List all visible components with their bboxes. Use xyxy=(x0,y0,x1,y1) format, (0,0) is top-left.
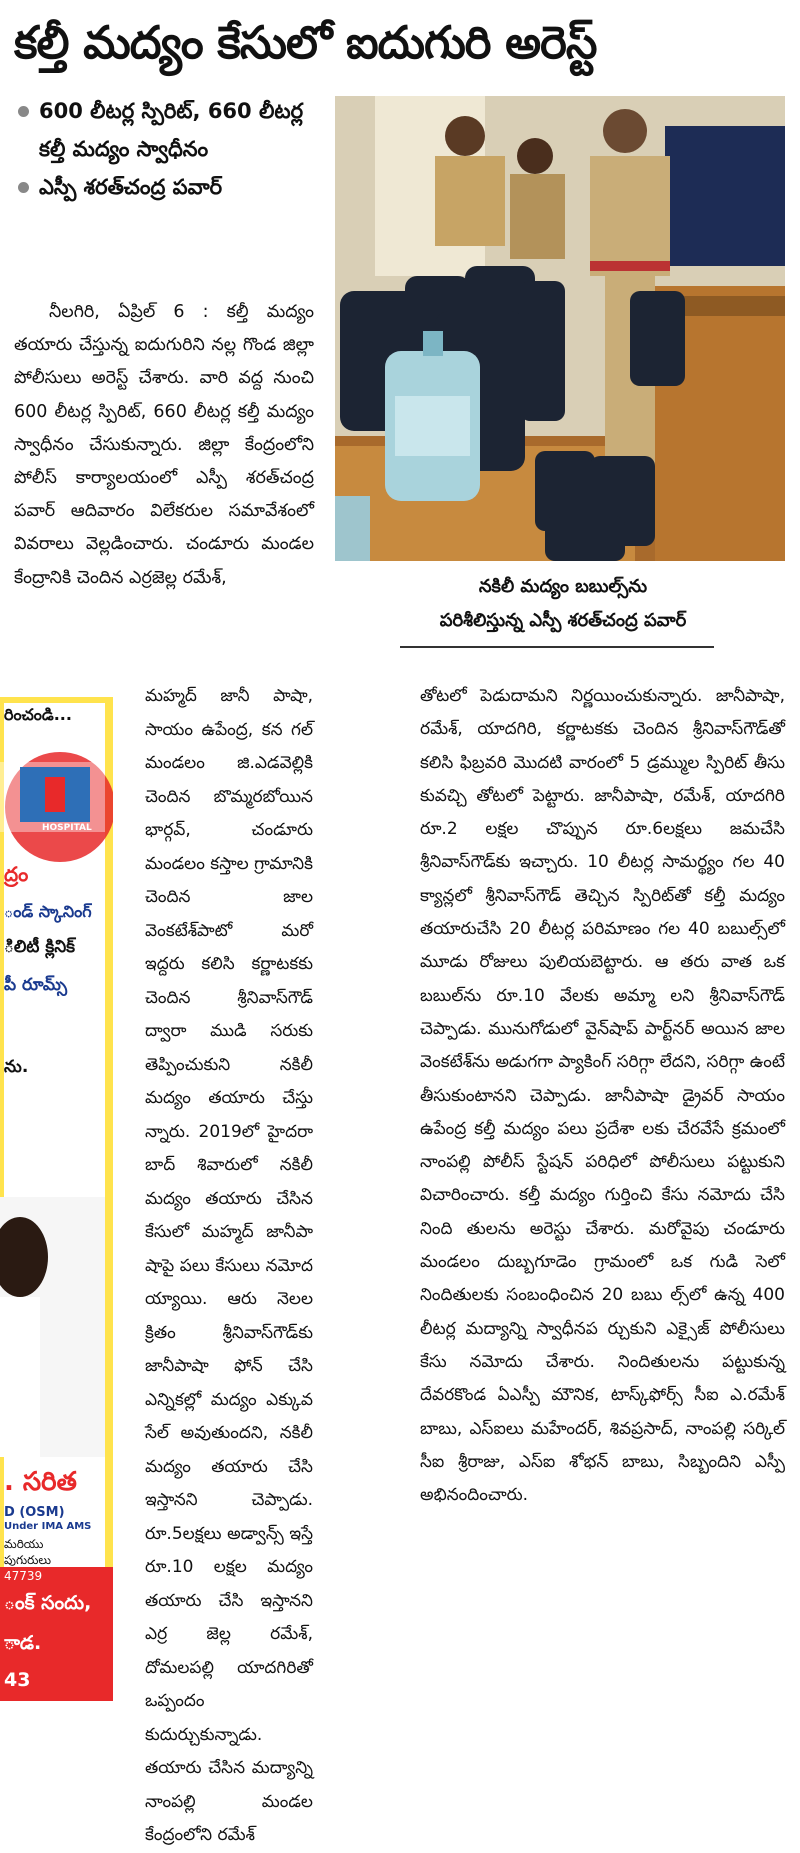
highlights xyxy=(14,92,334,206)
ad-line: ండ్ స్కానింగ్ xyxy=(4,902,92,921)
ad-footer: 43 xyxy=(4,1669,31,1691)
bullet-dot-icon xyxy=(18,182,29,193)
highlight-text: ఎస్పీ శరత్‌చంద్ర పవార్ xyxy=(39,175,223,199)
ad-headline: రించండి... xyxy=(4,705,72,724)
caption-divider xyxy=(400,646,714,648)
article-intro xyxy=(14,296,314,595)
article-paragraph: మహ్మద్ జానీ పాషా, సాయం ఉపేంద్ర, కన గల్ మండలం జి.ఎడవెల్లికి చెందిన బొమ్మరబోయిన భార్గవ్, చండూరు మండలం కస్తాల గ్రామానికి చెందిన జాల వెంకటేశ్‌పాటో మరో ఇద్దరు కలిసి కర్ణాటకకు చెందిన శ్రీనివాస్‌గౌడ్ ద్వారా ముడి సరుకు తెప్పించుకుని నకిలీ మద్యం తయారు చేస్తు న్నారు. 2019లో హైదరా బాద్ శివారులో నకిలీ మద్యం తయారు చేసిన కేసులో మహ్మద్ జానీపా షాపై పలు కేసులు నమోద య్యాయి. ఆరు నెలల క్రితం శ్రీనివాస్‌గౌడ్‌కు జానీపాషా ఫోన్ చేసి ఎన్నికల్లో మద్యం ఎక్కువ సేల్ అవుతుందని, నకిలీ మద్యం తయారు చేసి ఇస్తానని చెప్పాడు. రూ.5లక్షలు అడ్వాన్స్ ఇస్తే రూ.10 లక్షల మద్యం తయారు చేసి ఇస్తానని ఎర్ర జెల్ల రమేశ్, దోమలపల్లి యాదగిరితో ఒప్పందం కుదుర్చుకున్నాడు. తయారు చేసిన మద్యాన్ని నాంపల్లి మండల కేంద్రంలోని రమేశ్ xyxy=(145,686,313,1845)
ad-address: మరియు xyxy=(4,1537,44,1551)
article-paragraph: తోటలో పెడుదామని నిర్ణయించుకున్నారు. జానీపాషా, రమేశ్, యాదగిరి, కర్ణాటకకు చెందిన శ్రీనివాస్‌గౌడ్‌తో కలిసి ఫిబ్రవరి మొదటి వారంలో 5 డ్రమ్ముల స్పిరిట్ తీసు కువచ్చి తోటలో పెట్టారు. జానీపాషా, రమేశ్, యాదగిరి రూ.2 లక్షల చొప్పున రూ.6లక్షలు జమచేసి శ్రీనివాస్‌గౌడ్‌కు ఇచ్చారు. 10 లీటర్ల సామర్థ్యం గల 40 క్యాన్లలో శ్రీనివాస్‌గౌడ్ తెచ్చిన స్పిరిట్‌తో కల్తీ మద్యం తయారుచేసి 20 లీటర్ల పరిమాణం గల 40 బబుల్స్‌లో మూడు రోజులు పులియబెట్టారు. ఆ తరు వాత ఒక బబుల్‌ను రూ.10 వేలకు అమ్మా లని శ్రీనివాస్‌గౌడ్ చెప్పాడు. మునుగోడులో వైన్‌షాప్ పార్ట్‌నర్ అయిన జాల వెంకటేశ్‌ను అడుగగా ప్యాకింగ్ సరిగ్గా లేదని, సరిగ్గా ఉంటే తీసుకుంటానని చెప్పాడు. జానీపాషా డ్రైవర్ సాయం ఉపేంద్ర కల్తీ మద్యం పలు ప్రదేశా లకు చేరవేసే క్రమంలో నాంపల్లి పోలీస్ స్టేషన్ పరిధిలో పోలీసులు పట్టుకుని విచారించారు. కల్తీ మద్యం గుర్తించి కేసు నమోదు చేసి నింది తులను అరెస్టు చేశారు. మరోవైపు చండూరు మండలం దుబ్బగూడెం గ్రామంలో ఒక గుడి సెలో నిందితులకు సంబంధించిన 20 బబు ల్స్‌లో ఉన్న 400 లీటర్ల మద్యాన్ని స్వాధీనప ర్చుకుని ఎక్సైజ్ పోలీసులు కేసు నమోదు చేశారు. నిందితులను పట్టుకున్న దేవరకొండ ఏఎస్పీ మౌనిక, టాస్క్‌ఫోర్స్ సీఐ ఎ.రమేశ్ బాబు, ఎస్ఐలు మహేందర్, శివప్రసాద్, నాంపల్లి సర్కిల్ సీఐ శ్రీరాజు, ఎస్ఐ శోభన్ బాబు, సిబ్బందిని ఎస్పీ అభినందించారు. xyxy=(420,686,785,1506)
ad-line: పీ రూమ్స్ xyxy=(4,975,67,995)
ad-address: పుగురులు xyxy=(4,1553,52,1567)
ad-footer: ంక్ సందు, xyxy=(4,1592,92,1614)
news-photo xyxy=(335,96,785,561)
caption-line: పరిశీలిస్తున్న ఎస్పీ శరత్‌చంద్ర పవార్ xyxy=(439,610,687,631)
highlight-item xyxy=(14,168,334,206)
article-column-2 xyxy=(145,680,313,1853)
headline: కల్తీ మద్యం కేసులో ఐదుగురి అరెస్ట్ xyxy=(14,16,597,69)
ad-line: ిలిటీ క్లినిక్ xyxy=(4,937,76,957)
ad-qualification: D (OSM) xyxy=(4,1505,65,1520)
article-column-3 xyxy=(420,680,785,1512)
ad-footer: ాడ. xyxy=(4,1632,42,1654)
ad-qualification: Under IMA AMS xyxy=(4,1521,92,1532)
hospital-advertisement xyxy=(0,697,113,1701)
ad-hospital-label: HOSPITAL xyxy=(42,823,92,833)
ad-line: ను. xyxy=(4,1057,29,1077)
ad-line: ద్రం xyxy=(4,862,29,886)
highlight-text: 600 లీటర్ల స్పిరిట్, 660 లీటర్ల కల్తీ మద్యం స్వాధీనం xyxy=(39,99,304,161)
ad-phone: 47739 xyxy=(4,1569,43,1583)
bullet-dot-icon xyxy=(18,106,29,117)
article-paragraph: నీలగిరి, ఏప్రిల్ 6 : కల్తీ మద్యం తయారు చేస్తున్న ఐదుగురిని నల్ల గొండ జిల్లా పోలీసులు అరెస్ట్ చేశారు. వారి వద్ద నుంచి 600 లీటర్ల స్పిరిట్, 660 లీటర్ల కల్తీ మద్యం స్వాధీనం చేసుకున్నారు. జిల్లా కేంద్రంలోని పోలీస్ కార్యాలయంలో ఎస్పీ శరత్‌చంద్ర పవార్ ఆదివారం విలేకరుల సమావేశంలో వివరాలు వెల్లడించారు. చండూరు మండల కేంద్రానికి చెందిన ఎర్రజెల్ల రమేశ్, xyxy=(14,302,314,588)
ad-doctor-name: . సరిత xyxy=(4,1467,77,1497)
photo-caption xyxy=(398,570,728,638)
highlight-item xyxy=(14,92,334,168)
police-inspection-photo xyxy=(335,96,785,561)
caption-line: నకిలీ మద్యం బబుల్స్‌ను xyxy=(478,576,648,597)
